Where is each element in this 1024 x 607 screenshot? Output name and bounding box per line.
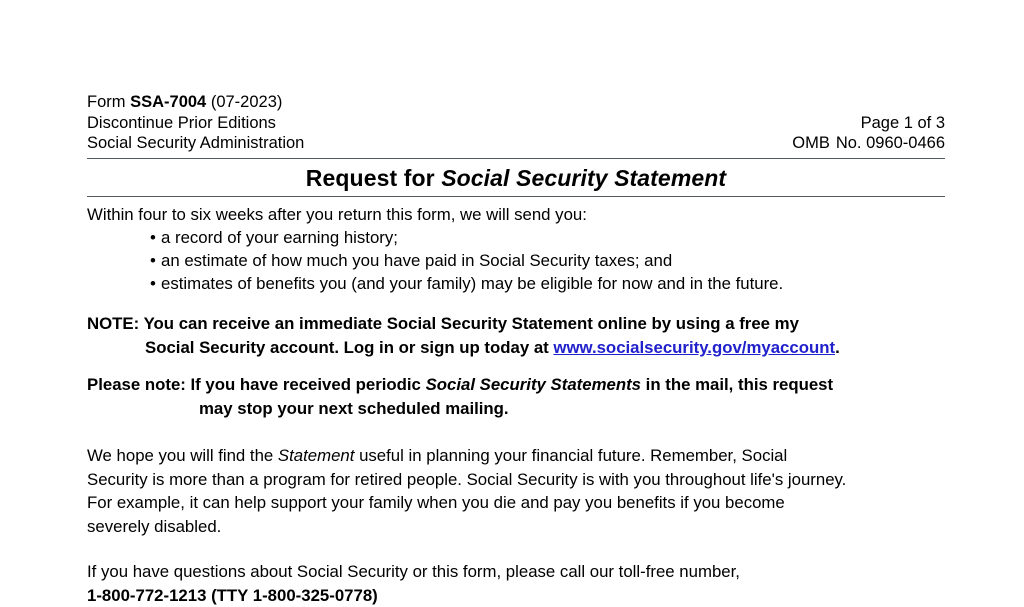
document-content [87,92,945,607]
list-item [87,226,945,249]
intro-text: Within four to six weeks after you return this form, we will send you: [87,204,587,224]
bullet-icon: • [150,227,156,247]
form-edition-date: (07-2023) [206,93,283,111]
please-note-line-2: may stop your next scheduled mailing. [199,398,509,418]
discontinue-prior-editions-line: Discontinue Prior Editions [87,113,276,132]
page-title [87,159,945,196]
agency-name: Social Security Administration [87,134,305,152]
note-line-1: You can receive an immediate Social Security Statement online by using a free my [139,314,799,334]
list-item-label: an estimate of how much you have paid in Social Security taxes; and [161,250,673,270]
closing-line-1: If you have questions about Social Security or this form, please call our toll-free number, [87,562,740,582]
myaccount-link[interactable]: www.socialsecurity.gov/myaccount [553,337,836,357]
page-title-emphasis: Social Security Statement [441,164,727,191]
statement-emphasis: Statement [277,446,355,466]
bullet-icon: • [150,250,156,270]
list-item-label: estimates of benefits you (and your family) may be eligible for now and in the future. [161,273,784,293]
please-note-emphasis: Social Security Statements [425,375,642,395]
deliverables-list [87,226,945,296]
note-line-2-prefix: Social Security account. Log in or sign up today at [145,337,554,357]
page-indicator: Page 1 of 3 [860,113,945,132]
note-callout [87,312,945,359]
body-paragraph-line-4: severely disabled. [87,516,222,536]
please-note-line-1-prefix: Please note: If you have received periodic [87,375,426,395]
header-row-2 [87,113,945,134]
omb-value: No. 0960-0466 [835,134,945,152]
note-line-2-suffix: . [835,337,840,357]
body-paragraph-line-2: Security is more than a program for retired people. Social Security is with you throughout life's journey. [87,469,847,489]
header-row-3 [87,133,945,154]
form-header [87,92,945,154]
note-label: NOTE: [87,314,140,334]
please-note-callout [87,373,945,420]
toll-free-phone-number: 1-800-772-1213 (TTY 1-800-325-0778) [87,585,378,605]
header-row-1 [87,92,945,113]
body-line-1-prefix: We hope you will find the [87,446,278,466]
list-item [87,249,945,272]
header-divider-bottom [87,196,945,197]
closing-paragraph [87,560,945,607]
list-item [87,272,945,295]
form-number: SSA-7004 [130,93,207,111]
note-line-2 [87,336,945,360]
bullet-icon: • [150,273,156,293]
body-paragraph [87,444,945,538]
form-identifier [87,92,282,113]
omb-label: OMB [792,134,830,152]
body-paragraph-line-3: For example, it can help support your family when you die and pay you benefits if you become [87,493,785,513]
body-line-1-suffix: useful in planning your financial future. Remember, Social [354,446,788,466]
please-note-line-1-suffix: in the mail, this request [641,375,834,395]
list-item-label: a record of your earning history; [161,227,398,247]
omb-number [792,133,945,154]
form-label: Form [87,93,131,111]
body-paragraph-line-1 [87,444,945,468]
page-title-plain: Request for [305,164,442,191]
